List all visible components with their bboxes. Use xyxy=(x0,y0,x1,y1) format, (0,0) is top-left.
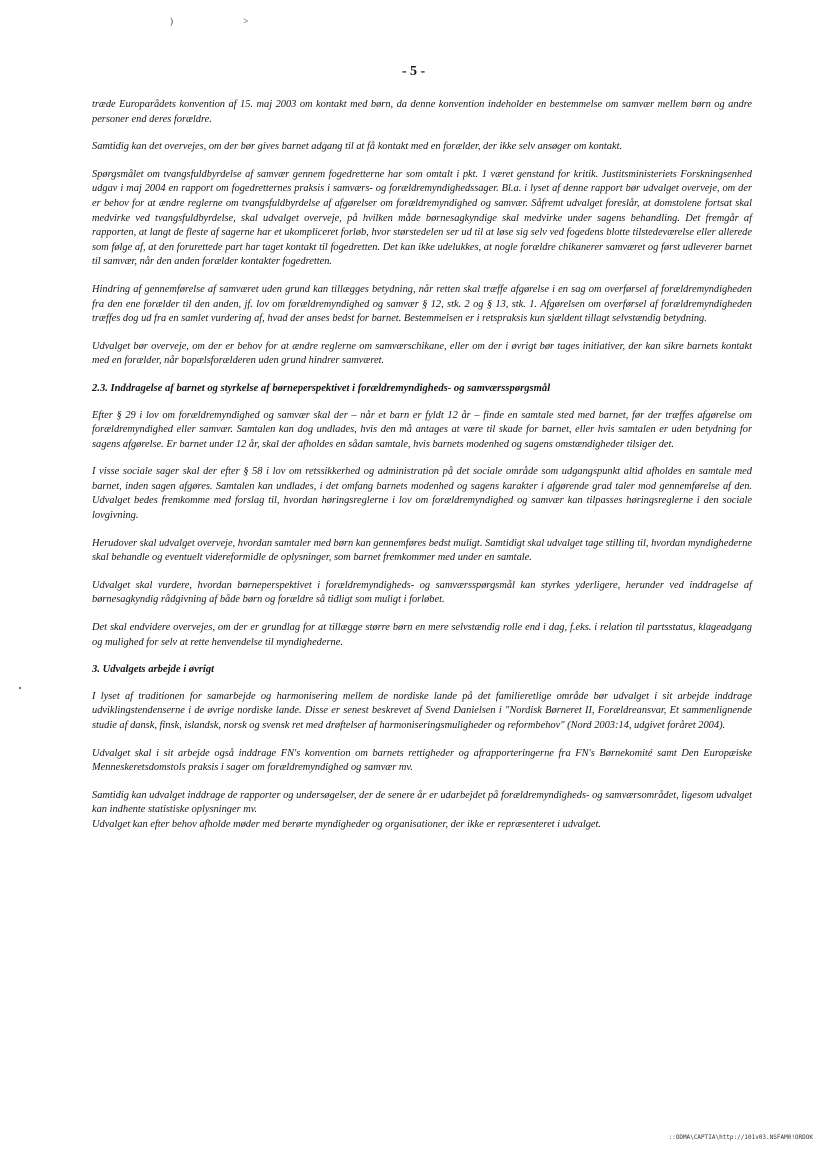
paragraph-fn-konvention: Udvalget skal i sit arbejde også inddrage FN's konvention om barnets rettigheder og afrapporteringerne fra FN's Børnekomité samt Den Europæiske Menneskeretsdomstols praksis i sager om forældremyndighed og samvær mv. xyxy=(92,747,752,774)
paragraph-hindring: Hindring af gennemførelse af samværet uden grund kan tillægges betydning, når retten skal træffe afgørelse i en sag om overførsel af forældremyndigheden fra den ene forælder til den anden, jf. lov om forældremyndighed og samvær § 12, stk. 2 og § 13, stk. 1. Afgørelsen om overførsel af forældremyndigheden træffes dog ud fra en samlet vurdering af, hvad der anses bedst for barnet. Bestemmelsen er i retspraksis kun sjældent tillagt selvstændig betydning. xyxy=(92,283,752,325)
paragraph-samtale-12-aar: Efter § 29 i lov om forældremyndighed og samvær skal der – når et barn er fyldt 12 år – finde en samtale sted med barnet, før der træffes afgørelse om forældremyndighed eller samvær. Samtalen kan dog undlades, hvis den må antages at være til skade for barnet, eller hvis samtalen er uden betydning for sagens afgørelse. Er barnet under 12 år, skal der afholdes en sådan samtale, hvis barnets modenhed og sagens omstændigheder tilsiger det. xyxy=(92,409,752,450)
scan-marks: ) ˃ xyxy=(170,16,283,26)
paragraph-samvaerschikane: Udvalget bør overveje, om der er behov for at ændre reglerne om samværschikane, eller om der i øvrigt bør tages initiativer, der kan sikre barnets kontakt med en forælder, når bopælsforælderen uden grund hindrer samværet. xyxy=(92,340,752,367)
paragraph-europaraad: træde Europarådets konvention af 15. maj 2003 om kontakt med børn, da denne konvention indeholder en bestemmelse om samvær mellem børn og andre personer end deres forældre. xyxy=(92,99,752,125)
section-heading-2-3: 2.3. Inddragelse af barnet og styrkelse af børneperspektivet i forældremyndigheds- og samværsspørgsmål xyxy=(92,382,551,394)
page-body xyxy=(92,98,752,846)
paragraph-samtaler-med-boern: Herudover skal udvalget overveje, hvordan samtaler med børn kan gennemføres bedst muligt. Samtidigt skal udvalget tage stilling til, hvordan myndighederne skal behandle og eventuelt videreformidle de oplysninger, som barnet fremkommer med under en samtale. xyxy=(92,537,752,564)
paragraph-moeder: Udvalget kan efter behov afholde møder med berørte myndigheder og organisationer, der ikke er repræsenteret i udvalget. xyxy=(92,818,602,830)
section-heading-3: 3. Udvalgets arbejde i øvrigt xyxy=(92,664,215,676)
paragraph-tvangsfuldbyrdelse: Spørgsmålet om tvangsfuldbyrdelse af samvær gennem fogedretterne har som omtalt i pkt. 1 været genstand for kritik. Justitsministeriets Forskningsenhed udgav i maj 2004 en rapport om fogedretternes praksis i samværs- og forældremyndighedssager. Bl.a. i lyset af denne rapport bør udvalget overveje, om der er behov for at ændre reglerne om tvangsfuldbyrdelse af afgørelser om forældremyndighed og samvær. Såfremt udvalget foreslår, at domstolene fortsat skal medvirke ved tvangsfuldbyrdelse, skal udvalget overveje, på hvilken måde børnesagkyndige skal medvirke under sagens behandling. Det fremgår af rapporten, at langt de fleste af sagerne har et ukompliceret forløb, hvor størstedelen ser ud til at løse sig selv ved fogedens blotte tilstedeværelse eller allerede som følge af, at den forurettede part har taget kontakt til fogedretten. Det kan ikke udelukkes, at nogle forældre chikanerer samværet og først udleverer barnet til samvær, når den anden forælder kontakter fogedretten. xyxy=(92,168,752,268)
paragraph-nordiske-lande: I lyset af traditionen for samarbejde og harmonisering mellem de nordiske lande på det familieretlige område bør udvalget i sit arbejde inddrage udviklingstendenserne i de øvrige nordiske lande. Disse er senest beskrevet af Svend Danielsen i "Nordisk Børneret II, Forældreansvar, Et sammenlignende studie af dansk, finsk, islandsk, norsk og svensk ret med drøftelser af harmoniseringsmuligheder og reformbehov" (Nord 2003:14, udgivet foråret 2004). xyxy=(92,690,752,731)
paragraph-sociale-sager: I visse sociale sager skal der efter § 58 i lov om retssikkerhed og administration på det sociale område som udgangspunkt altid afholdes en samtale med barnet, inden sagen afgøres. Samtalen kan undlades, i det omfang barnets modenhed og sagens karakter i afgørende grad taler mod gennemførelse af den. Udvalget bedes fremkomme med forslag til, hvordan høringsreglerne i lov om forældremyndighed og samvær kan tilpasses høringsreglerne i den sociale lovgivning. xyxy=(92,466,752,522)
paragraph-boerneperspektiv: Udvalget skal vurdere, hvordan børneperspektivet i forældremyndigheds- og samværsspørgsmål kan styrkes yderligere, herunder ved inddragelse af børnesagkyndig rådgivning af både børn og forældre så tidligt som muligt i forløbet. xyxy=(92,579,752,606)
scan-speck xyxy=(19,687,21,689)
footer-document-code: ::ODMA\CAPTIA\http://101v03.NSFAM0!ORDOK xyxy=(668,1134,813,1141)
paragraph-kontakt: Samtidig kan det overvejes, om der bør gives barnet adgang til at få kontakt med en forælder, der ikke selv ansøger om kontakt. xyxy=(92,141,623,153)
page-number: - 5 - xyxy=(401,64,426,79)
paragraph-rapporter: Samtidig kan udvalget inddrage de rapporter og undersøgelser, der de senere år er udarbejdet på forældremyndigheds- og samværsområdet, ligesom udvalget kan indhente statistiske oplysninger mv. xyxy=(92,789,752,816)
paragraph-selvstaendig-rolle: Det skal endvidere overvejes, om der er grundlag for at tillægge større børn en mere selvstændig rolle end i dag, f.eks. i relation til partsstatus, klageadgang og mulighed for selv at rette henvendelse til myndighederne. xyxy=(92,622,752,648)
